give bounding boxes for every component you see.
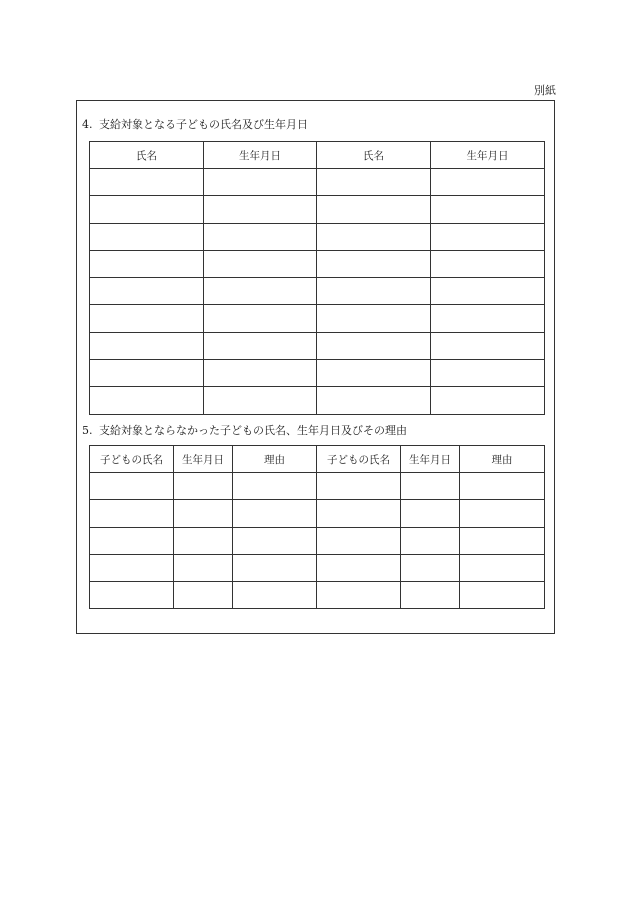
name-cell[interactable] [317, 332, 431, 359]
name-cell[interactable] [317, 196, 431, 223]
eligible-children-table [89, 141, 545, 415]
child-name-cell[interactable] [90, 500, 174, 527]
reason-cell[interactable] [460, 500, 545, 527]
header-reason: 理由 [460, 446, 545, 473]
birthdate-cell[interactable] [401, 582, 460, 609]
name-cell[interactable] [317, 278, 431, 305]
child-name-cell[interactable] [317, 582, 401, 609]
name-cell[interactable] [90, 250, 204, 277]
reason-cell[interactable] [233, 554, 317, 581]
name-cell[interactable] [317, 305, 431, 332]
table-row [90, 360, 545, 387]
birthdate-cell[interactable] [431, 278, 545, 305]
birthdate-cell[interactable] [431, 223, 545, 250]
birthdate-cell[interactable] [204, 387, 317, 414]
child-name-cell[interactable] [90, 527, 174, 554]
reason-cell[interactable] [460, 554, 545, 581]
table-row [90, 527, 545, 554]
name-cell[interactable] [317, 169, 431, 196]
reason-cell[interactable] [460, 527, 545, 554]
reason-cell[interactable] [460, 582, 545, 609]
birthdate-cell[interactable] [431, 360, 545, 387]
header-birthdate: 生年月日 [401, 446, 460, 473]
birthdate-cell[interactable] [431, 250, 545, 277]
section-4-number: 4. [82, 118, 93, 131]
name-cell[interactable] [317, 223, 431, 250]
header-name: 氏名 [90, 142, 204, 169]
section-5-title [82, 424, 407, 438]
birthdate-cell[interactable] [204, 278, 317, 305]
child-name-cell[interactable] [90, 554, 174, 581]
birthdate-cell[interactable] [431, 305, 545, 332]
birthdate-cell[interactable] [401, 473, 460, 500]
name-cell[interactable] [317, 250, 431, 277]
name-cell[interactable] [90, 223, 204, 250]
name-cell[interactable] [90, 305, 204, 332]
table-header-row [90, 142, 545, 169]
header-child-name: 子どもの氏名 [90, 446, 174, 473]
name-cell[interactable] [90, 278, 204, 305]
table-row [90, 223, 545, 250]
name-cell[interactable] [90, 387, 204, 414]
section-4-title-text: 支給対象となる子どもの氏名及び生年月日 [99, 118, 308, 131]
table-row [90, 332, 545, 359]
table-row [90, 473, 545, 500]
birthdate-cell[interactable] [174, 473, 233, 500]
birthdate-cell[interactable] [401, 527, 460, 554]
header-reason: 理由 [233, 446, 317, 473]
name-cell[interactable] [90, 332, 204, 359]
child-name-cell[interactable] [317, 527, 401, 554]
ineligible-children-table [89, 445, 545, 609]
reason-cell[interactable] [233, 473, 317, 500]
child-name-cell[interactable] [317, 554, 401, 581]
name-cell[interactable] [317, 387, 431, 414]
section-4-title [82, 118, 308, 132]
child-name-cell[interactable] [90, 582, 174, 609]
birthdate-cell[interactable] [204, 223, 317, 250]
birthdate-cell[interactable] [204, 305, 317, 332]
header-name: 氏名 [317, 142, 431, 169]
section-5-title-text: 支給対象とならなかった子どもの氏名、生年月日及びその理由 [99, 424, 407, 437]
table-row [90, 169, 545, 196]
reason-cell[interactable] [233, 527, 317, 554]
header-birthdate: 生年月日 [431, 142, 545, 169]
table-row [90, 554, 545, 581]
birthdate-cell[interactable] [431, 387, 545, 414]
birthdate-cell[interactable] [174, 527, 233, 554]
table-header-row [90, 446, 545, 473]
birthdate-cell[interactable] [401, 554, 460, 581]
birthdate-cell[interactable] [174, 554, 233, 581]
name-cell[interactable] [317, 360, 431, 387]
header-child-name: 子どもの氏名 [317, 446, 401, 473]
name-cell[interactable] [90, 169, 204, 196]
birthdate-cell[interactable] [174, 500, 233, 527]
birthdate-cell[interactable] [431, 196, 545, 223]
table-row [90, 196, 545, 223]
table-row [90, 582, 545, 609]
birthdate-cell[interactable] [204, 196, 317, 223]
reason-cell[interactable] [233, 582, 317, 609]
child-name-cell[interactable] [317, 473, 401, 500]
birthdate-cell[interactable] [204, 250, 317, 277]
name-cell[interactable] [90, 360, 204, 387]
header-birthdate: 生年月日 [204, 142, 317, 169]
header-birthdate: 生年月日 [174, 446, 233, 473]
birthdate-cell[interactable] [204, 169, 317, 196]
birthdate-cell[interactable] [401, 500, 460, 527]
name-cell[interactable] [90, 196, 204, 223]
table-row [90, 305, 545, 332]
child-name-cell[interactable] [90, 473, 174, 500]
table-row [90, 278, 545, 305]
child-name-cell[interactable] [317, 500, 401, 527]
birthdate-cell[interactable] [204, 360, 317, 387]
section-5-number: 5. [82, 424, 93, 437]
reason-cell[interactable] [233, 500, 317, 527]
table-row [90, 250, 545, 277]
birthdate-cell[interactable] [174, 582, 233, 609]
birthdate-cell[interactable] [204, 332, 317, 359]
table-row [90, 500, 545, 527]
table-row [90, 387, 545, 414]
birthdate-cell[interactable] [431, 332, 545, 359]
birthdate-cell[interactable] [431, 169, 545, 196]
reason-cell[interactable] [460, 473, 545, 500]
attachment-label: 別紙 [534, 84, 556, 97]
